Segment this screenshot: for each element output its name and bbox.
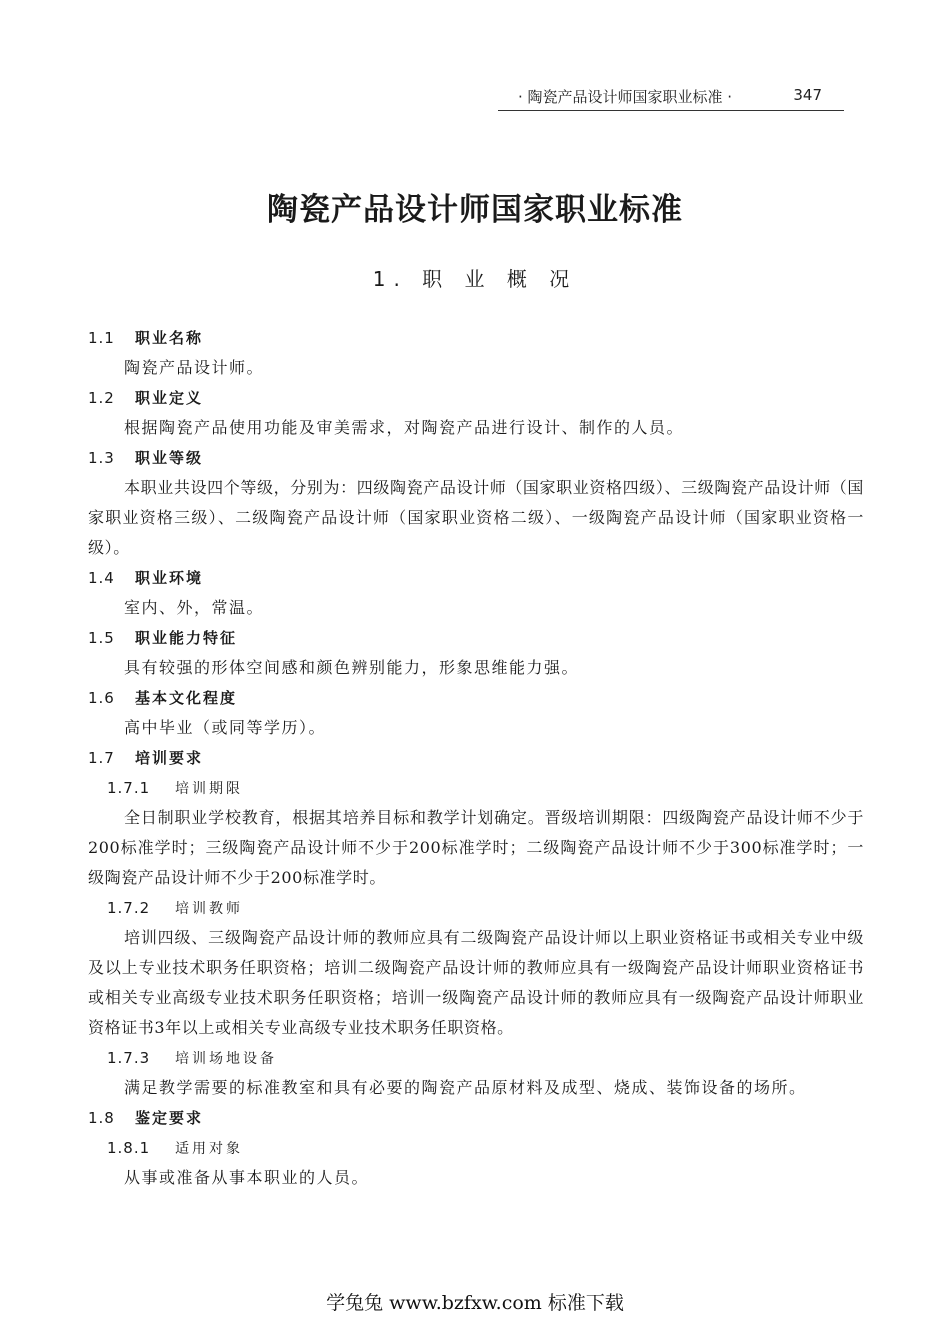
section-body-1-4: 室内、外，常温。 — [124, 598, 265, 617]
section-title: 职业定义 — [135, 389, 204, 407]
section-heading-1-3 — [88, 443, 864, 473]
section-title: 职业能力特征 — [135, 629, 238, 647]
section-title: 职业等级 — [135, 449, 204, 467]
section-body-1-3: 本职业共设四个等级，分别为：四级陶瓷产品设计师（国家职业资格四级）、三级陶瓷产品设计师（国家职业资格三级）、二级陶瓷产品设计师（国家职业资格二级）、一级陶瓷产品设计师（国家职业资格一级）。 — [88, 478, 864, 557]
section-heading-1-6 — [88, 683, 864, 713]
document-body — [88, 323, 864, 1193]
chapter-title: 1. 职 业 概 况 — [372, 267, 578, 291]
subsection-heading-1-7-3 — [88, 1043, 864, 1073]
section-heading-1-1 — [88, 323, 864, 353]
section-number: 1.6 — [88, 689, 115, 707]
subsection-title: 培训期限 — [175, 781, 243, 797]
subsection-heading-1-8-1 — [88, 1133, 864, 1163]
section-title: 职业名称 — [135, 329, 204, 347]
section-number: 1.2 — [88, 389, 115, 407]
running-head-title: · 陶瓷产品设计师国家职业标准 · — [518, 88, 733, 106]
subsection-number: 1.7.1 — [107, 779, 151, 797]
section-title: 基本文化程度 — [135, 689, 238, 707]
section-number: 1.3 — [88, 449, 115, 467]
section-body-1-6: 高中毕业（或同等学历）。 — [124, 718, 327, 737]
section-heading-1-5 — [88, 623, 864, 653]
section-heading-1-7 — [88, 743, 864, 773]
subsection-body-1-8-1: 从事或准备从事本职业的人员。 — [124, 1168, 370, 1187]
section-title: 鉴定要求 — [135, 1109, 204, 1127]
subsection-title: 培训场地设备 — [175, 1051, 277, 1067]
section-number: 1.7 — [88, 749, 115, 767]
page-number: 347 — [793, 86, 822, 104]
section-title: 培训要求 — [135, 749, 204, 767]
subsection-body-1-7-1: 全日制职业学校教育，根据其培养目标和教学计划确定。晋级培训期限：四级陶瓷产品设计师不少于200标准学时；三级陶瓷产品设计师不少于200标准学时；二级陶瓷产品设计师不少于300标准学时；一级陶瓷产品设计师不少于200标准学时。 — [88, 808, 864, 887]
section-body-1-2: 根据陶瓷产品使用功能及审美需求，对陶瓷产品进行设计、制作的人员。 — [124, 418, 685, 437]
subsection-body-1-7-3: 满足教学需要的标准教室和具有必要的陶瓷产品原材料及成型、烧成、装饰设备的场所。 — [124, 1078, 807, 1097]
section-title: 职业环境 — [135, 569, 204, 587]
document-title: 陶瓷产品设计师国家职业标准 — [267, 192, 683, 228]
subsection-title: 适用对象 — [175, 1141, 243, 1157]
subsection-heading-1-7-2 — [88, 893, 864, 923]
section-body-1-1: 陶瓷产品设计师。 — [124, 358, 265, 377]
section-heading-1-2 — [88, 383, 864, 413]
section-number: 1.5 — [88, 629, 115, 647]
section-heading-1-4 — [88, 563, 864, 593]
subsection-number: 1.7.2 — [107, 899, 151, 917]
section-body-1-5: 具有较强的形体空间感和颜色辨别能力，形象思维能力强。 — [124, 658, 580, 677]
footer-watermark: 学兔兔 www.bzfxw.com 标准下载 — [326, 1292, 624, 1314]
subsection-title: 培训教师 — [175, 901, 243, 917]
subsection-number: 1.8.1 — [107, 1139, 151, 1157]
subsection-number: 1.7.3 — [107, 1049, 151, 1067]
running-head — [498, 84, 844, 111]
section-number: 1.1 — [88, 329, 115, 347]
subsection-heading-1-7-1 — [88, 773, 864, 803]
subsection-body-1-7-2: 培训四级、三级陶瓷产品设计师的教师应具有二级陶瓷产品设计师以上职业资格证书或相关专业中级及以上专业技术职务任职资格；培训二级陶瓷产品设计师的教师应具有一级陶瓷产品设计师职业资格证书或相关专业高级专业技术职务任职资格；培训一级陶瓷产品设计师的教师应具有一级陶瓷产品设计师职业资格证书3年以上或相关专业高级专业技术职务任职资格。 — [88, 928, 864, 1037]
section-number: 1.8 — [88, 1109, 115, 1127]
section-heading-1-8 — [88, 1103, 864, 1133]
section-number: 1.4 — [88, 569, 115, 587]
